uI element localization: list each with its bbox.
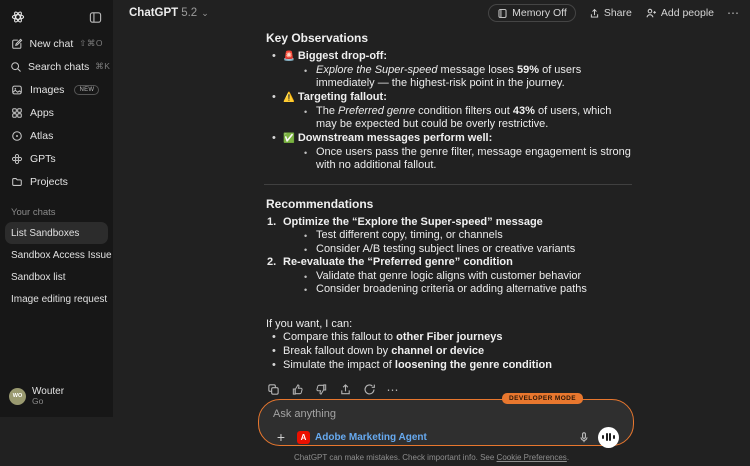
memory-icon [497, 8, 508, 19]
sidebar [0, 0, 113, 417]
outro-item: • Compare this fallout to other Fiber journeys [266, 331, 634, 345]
thumbs-down-icon [315, 383, 328, 396]
copy-button[interactable] [264, 381, 282, 399]
observation-title: Biggest drop-off: [297, 50, 388, 62]
projects-icon [10, 176, 24, 188]
siren-emoji-icon: 🚨 [283, 51, 295, 62]
outro-item: • Break fallout down by channel or device [266, 345, 634, 359]
thumbs-up-icon [291, 383, 304, 396]
check-emoji-icon: ✅ [283, 133, 295, 144]
sidebar-item-apps[interactable] [5, 101, 108, 124]
disclaimer: ChatGPT can make mistakes. Check important info. See Cookie Preferences. [293, 452, 570, 462]
waveform-icon [602, 435, 604, 439]
topbar [113, 0, 750, 22]
add-people-icon [645, 7, 657, 19]
share-label: Share [603, 7, 632, 19]
chat-item-list-sandboxes[interactable]: List Sandboxes [5, 222, 108, 244]
more-icon: ⋯ [727, 6, 740, 20]
developer-mode-badge: DEVELOPER MODE [502, 393, 583, 404]
observation-item [266, 91, 634, 132]
chevron-down-icon: ⌄ [201, 7, 209, 18]
share-icon [339, 383, 352, 396]
memory-off-label: Memory Off [512, 7, 567, 19]
avatar: WO [9, 388, 26, 405]
observations-list [266, 50, 634, 173]
your-chats-label: Your chats [11, 207, 56, 218]
thumbs-down-button[interactable] [312, 381, 330, 399]
memory-off-button[interactable] [488, 4, 576, 22]
new-badge: NEW [74, 85, 99, 95]
sidebar-item-label: GPTs [30, 152, 56, 165]
sidebar-item-images[interactable] [5, 78, 108, 101]
more-options-button[interactable] [727, 6, 740, 20]
sidebar-item-gpts[interactable] [5, 147, 108, 170]
chat-item-sandbox-list[interactable]: Sandbox list [11, 271, 66, 283]
model-switcher[interactable] [123, 6, 215, 20]
observation-title: Targeting fallout: [297, 91, 387, 103]
regenerate-icon [363, 383, 376, 396]
images-icon [10, 84, 24, 96]
agent-chip[interactable] [297, 431, 427, 444]
sidebar-item-label: Images [30, 83, 65, 96]
sidebar-toggle-icon[interactable] [86, 8, 104, 26]
assistant-message [258, 31, 634, 399]
adobe-logo-icon: A [297, 431, 310, 444]
sidebar-item-label: Apps [30, 106, 54, 119]
more-icon: ⋯ [386, 382, 400, 397]
thumbs-up-button[interactable] [288, 381, 306, 399]
recommendation-detail: • Consider A/B testing subject lines or creative variants [299, 243, 634, 257]
recommendation-detail: • Validate that genre logic aligns with customer behavior [299, 270, 634, 284]
share-response-button[interactable] [336, 381, 354, 399]
gpts-icon [10, 153, 24, 165]
prompt-input[interactable]: Ask anything [273, 407, 336, 420]
sidebar-item-projects[interactable] [5, 170, 108, 193]
composer-toolbar [273, 427, 619, 448]
chat-transcript[interactable] [113, 22, 750, 399]
observation-detail: • The Preferred genre condition filters out 43% of users, which may be expected but could be overly restrictive. [299, 105, 634, 132]
outro-intro: If you want, I can: [266, 317, 353, 330]
search-icon [10, 61, 22, 73]
sidebar-item-new-chat[interactable] [5, 32, 108, 55]
model-version: 5.2 [181, 7, 198, 19]
atlas-icon [10, 130, 24, 142]
share-button[interactable] [589, 7, 632, 19]
main-area [113, 0, 750, 462]
observations-heading: Key Observations [266, 31, 369, 45]
chat-item-image-editing-request[interactable]: Image editing request [11, 293, 108, 305]
sidebar-item-label: Atlas [30, 129, 54, 142]
disclaimer-text: ChatGPT can make mistakes. Check important info. See [293, 452, 497, 462]
observation-title: Downstream messages perform well: [297, 132, 493, 144]
outro-item: • Simulate the impact of loosening the genre condition [266, 359, 634, 373]
agent-label: Adobe Marketing Agent [315, 431, 427, 443]
cookie-preferences-link[interactable]: Cookie Preferences [496, 452, 567, 462]
microphone-icon [578, 431, 590, 444]
attach-button[interactable]: + [276, 429, 286, 445]
observation-item [266, 50, 634, 91]
more-actions-button[interactable] [384, 381, 402, 399]
sidebar-nav [5, 32, 111, 193]
sidebar-item-search-chats[interactable] [5, 55, 111, 78]
share-icon [589, 8, 600, 19]
observation-detail: • Explore the Super-speed message loses 59% of users immediately — the highest-risk point in the journey. [299, 64, 634, 91]
copy-icon [267, 383, 280, 396]
recommendation-item [266, 256, 634, 297]
topbar-actions [488, 4, 740, 22]
recommendation-title: Re-evaluate the “Preferred genre” condition [283, 256, 513, 268]
model-name: ChatGPT [129, 7, 179, 19]
observation-detail: • Once users pass the genre filter, message engagement is strong with no additional fallout. [299, 146, 634, 173]
warning-emoji-icon: ⚠️ [283, 92, 295, 103]
regenerate-button[interactable] [360, 381, 378, 399]
sidebar-item-atlas[interactable] [5, 124, 108, 147]
sidebar-header [5, 6, 108, 32]
recommendation-detail: • Consider broadening criteria or adding alternative paths [299, 283, 634, 297]
add-people-label: Add people [660, 7, 714, 19]
outro-list [266, 331, 634, 373]
apps-icon [10, 107, 24, 119]
recommendations-list [266, 216, 634, 297]
recommendation-detail: • Test different copy, timing, or channels [299, 229, 634, 243]
mic-button[interactable] [578, 431, 590, 444]
new-chat-icon [10, 38, 23, 50]
user-profile[interactable] [5, 382, 108, 411]
openai-logo-icon[interactable] [9, 8, 27, 26]
observation-item [266, 132, 634, 173]
list-number: 2. [267, 256, 277, 268]
shortcut-label: ⇧⌘O [79, 38, 103, 48]
sidebar-item-label: New chat [29, 37, 74, 50]
recommendation-item [266, 216, 634, 257]
composer-area [113, 394, 750, 450]
recommendations-heading: Recommendations [266, 196, 374, 211]
sidebar-item-label: Projects [30, 175, 68, 188]
chat-item-sandbox-access-issue[interactable]: Sandbox Access Issue [11, 249, 112, 261]
recommendation-title: Optimize the “Explore the Super-speed” message [283, 215, 543, 228]
shortcut-label: ⌘K [95, 61, 111, 71]
user-plan: Go [32, 396, 44, 407]
section-divider [264, 184, 632, 185]
chat-history-list [5, 222, 112, 310]
sidebar-item-label: Search chats [28, 60, 90, 73]
user-name: Wouter [32, 385, 65, 397]
voice-mode-button[interactable] [598, 427, 619, 448]
list-number: 1. [267, 215, 277, 228]
composer[interactable] [258, 394, 634, 446]
add-people-button[interactable] [645, 7, 714, 19]
